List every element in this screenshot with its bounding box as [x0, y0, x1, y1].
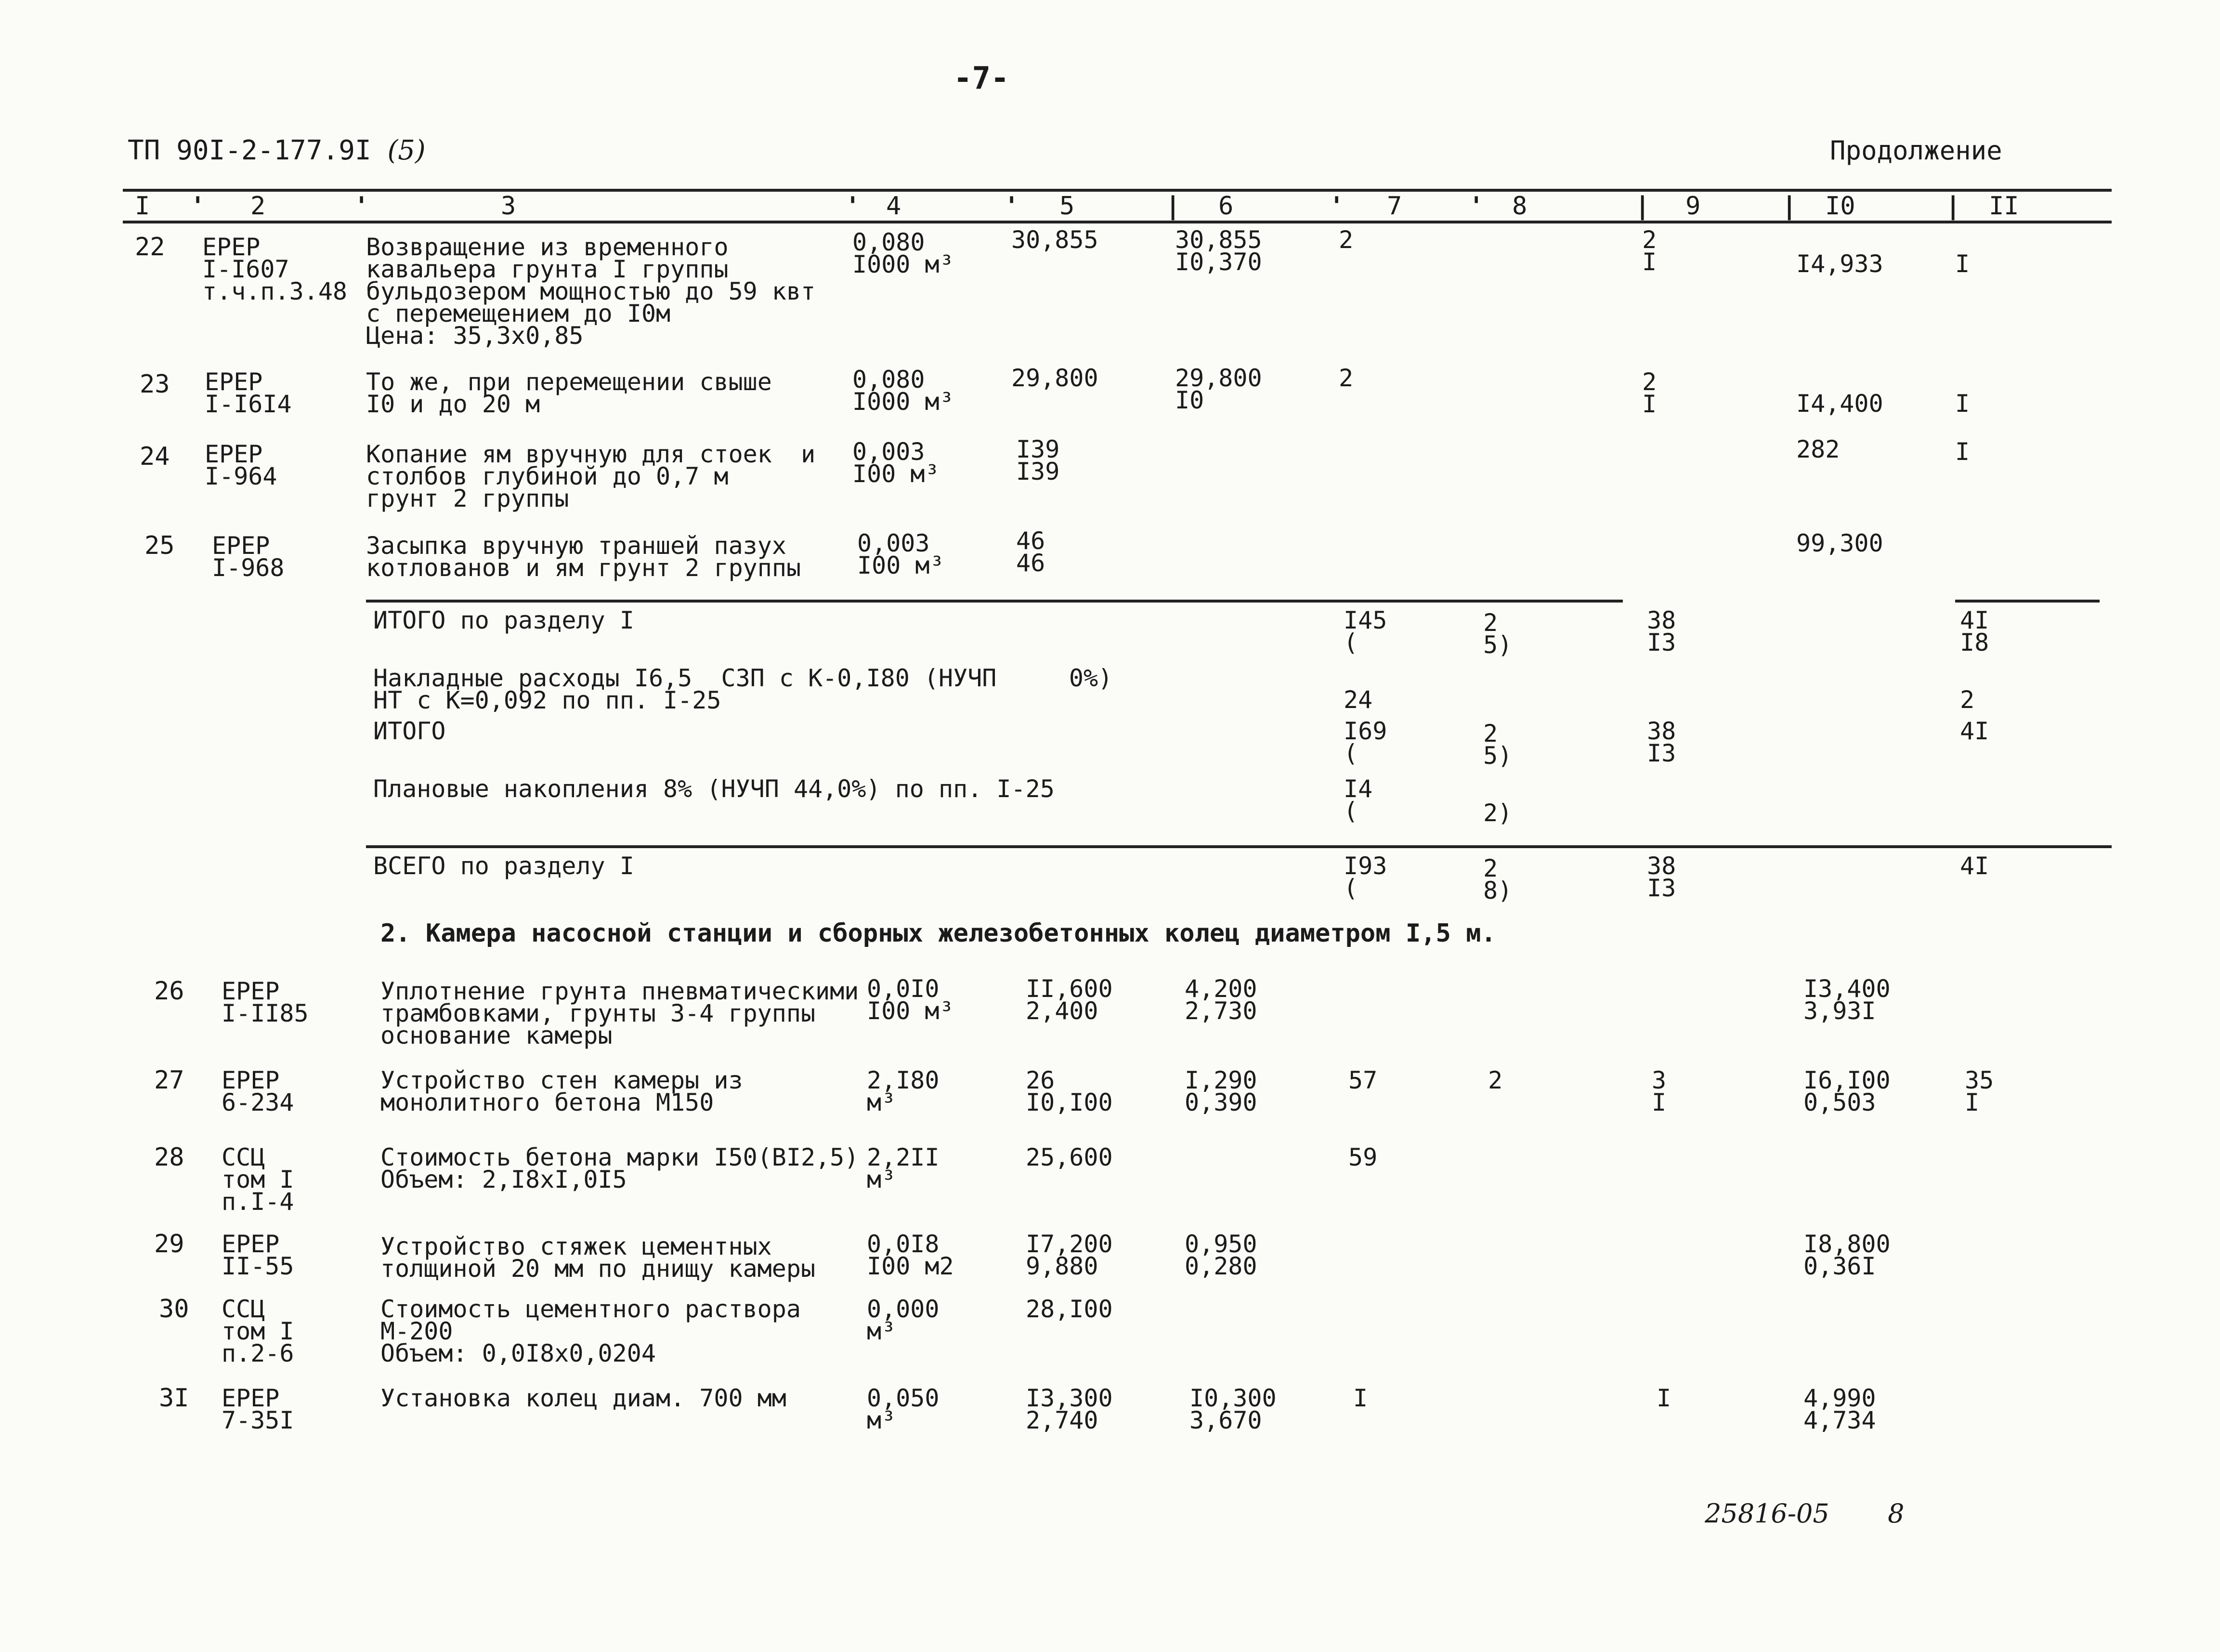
- summary-itogo-razdel-col8: [1483, 609, 1513, 659]
- col-header-3: 3: [501, 192, 516, 221]
- row-col4: [852, 438, 940, 488]
- desc-line: I0 и до 20 м: [366, 390, 540, 418]
- row-col5: 28,I00: [1026, 1295, 1113, 1323]
- row-col7: 57: [1348, 1066, 1378, 1094]
- summary-vsego-col8: [1483, 854, 1513, 905]
- value: I3: [1647, 739, 1676, 767]
- value: I: [1965, 1088, 1980, 1116]
- desc-line: Объем: 2,I8хI,0I5: [380, 1166, 627, 1193]
- desc-line: Стоимость бетона марки I50(BI2,5): [380, 1143, 859, 1171]
- code-line: п.2-6: [222, 1339, 294, 1367]
- code-line: ЕРЕР: [222, 977, 280, 1005]
- value: II,600: [1026, 975, 1113, 1003]
- value: 0,503: [1803, 1088, 1876, 1116]
- desc-line: Засыпка вручную траншей пазух: [366, 532, 786, 560]
- code-line: I-964: [205, 462, 277, 490]
- value: 0,0I0: [867, 975, 940, 1003]
- row-col6: [1175, 226, 1262, 276]
- value: 2,2II: [867, 1143, 940, 1171]
- value: I000 м³: [852, 388, 954, 416]
- value: I00 м³: [867, 997, 954, 1025]
- value: 3: [1652, 1066, 1667, 1094]
- value: 2,400: [1026, 997, 1098, 1025]
- summary-itogo-col9: [1647, 717, 1676, 767]
- value: 29,800: [1175, 364, 1262, 392]
- value: I0: [1175, 386, 1204, 414]
- value: 46: [1016, 527, 1045, 555]
- row-col10: 282: [1796, 435, 1840, 463]
- value: I4: [1344, 775, 1373, 803]
- summary-itogo-razdel-col7: [1344, 606, 1387, 656]
- code-line: ЕРЕР: [222, 1230, 280, 1258]
- row-col5: [1026, 1230, 1113, 1280]
- code-line: II-55: [222, 1252, 294, 1280]
- value: 0,080: [852, 366, 925, 393]
- value: I8,800: [1803, 1230, 1891, 1258]
- row-number: 22: [135, 233, 165, 262]
- row-col10: I4,933: [1796, 250, 1883, 278]
- row-description: [380, 1295, 801, 1367]
- summary-vsego-col9: [1647, 852, 1676, 902]
- desc-line: Цена: 35,3х0,85: [366, 322, 584, 350]
- row-code: [222, 1295, 294, 1367]
- row-number: 25: [144, 531, 175, 560]
- value: 0,36I: [1803, 1252, 1876, 1280]
- value: 0,390: [1185, 1088, 1257, 1116]
- value: 2: [1642, 226, 1657, 254]
- col-separator: ': [190, 192, 206, 221]
- total-rule: [366, 845, 2112, 848]
- col-separator: |: [1946, 192, 1961, 221]
- value: 3,670: [1189, 1406, 1262, 1434]
- col-header-10: I0: [1825, 192, 1855, 221]
- row-number: 27: [154, 1066, 184, 1095]
- col-separator: ': [1469, 192, 1484, 221]
- value: I45: [1344, 606, 1387, 634]
- col-separator: |: [1635, 192, 1650, 221]
- row-col6: [1185, 975, 1257, 1025]
- value: 0,000: [867, 1295, 940, 1323]
- desc-line: Уплотнение грунта пневматическими: [380, 977, 859, 1005]
- value: I,290: [1185, 1066, 1257, 1094]
- row-code: [202, 233, 348, 305]
- value: м³: [867, 1088, 896, 1116]
- value: 8): [1483, 877, 1513, 905]
- value: 2: [1483, 720, 1498, 747]
- value: I0,I00: [1026, 1088, 1113, 1116]
- value: 2,I80: [867, 1066, 940, 1094]
- row-number: 23: [140, 370, 170, 399]
- code-line: ЕРЕР: [205, 368, 263, 396]
- row-code: [205, 440, 277, 490]
- value: 4,200: [1185, 975, 1257, 1003]
- code-line: п.I-4: [222, 1188, 294, 1216]
- summary-planovye-label: Плановые накопления 8% (НУЧП 44,0%) по пп. I-25: [373, 775, 1055, 803]
- row-col4: [852, 366, 954, 416]
- desc-line: монолитного бетона М150: [380, 1088, 714, 1116]
- value: I3,400: [1803, 975, 1891, 1003]
- row-col9: [1642, 368, 1657, 418]
- row-number: 24: [140, 442, 170, 471]
- col-header-2: 2: [250, 192, 266, 221]
- row-col10: [1803, 1384, 1876, 1434]
- row-col4: [867, 1295, 940, 1345]
- value: I3: [1647, 629, 1676, 656]
- value: 38: [1647, 717, 1676, 745]
- value: 4I: [1960, 606, 1989, 634]
- desc-line: основание камеры: [380, 1022, 613, 1049]
- value: 0,950: [1185, 1230, 1257, 1258]
- row-code: [222, 1230, 294, 1280]
- value: 2: [1483, 609, 1498, 637]
- value: 3,93I: [1803, 997, 1876, 1025]
- value: 0,003: [852, 438, 925, 466]
- value: I: [1642, 390, 1657, 418]
- row-code: [205, 368, 292, 418]
- col-header-11: II: [1989, 192, 2019, 221]
- summary-vsego-label: ВСЕГО по разделу I: [373, 852, 634, 880]
- desc-line: Возвращение из временного: [366, 233, 729, 261]
- row-number: 30: [159, 1295, 189, 1324]
- value: 2: [1483, 854, 1498, 882]
- row-description: Установка колец диам. 700 мм: [380, 1384, 786, 1412]
- value: 5): [1483, 742, 1513, 770]
- value: 0,003: [857, 529, 930, 557]
- row-col6: [1185, 1066, 1257, 1116]
- row-col11: [1965, 1066, 1994, 1116]
- value: I: [1642, 248, 1657, 276]
- value: I000 м³: [852, 250, 954, 278]
- summary-itogo-col8: [1483, 720, 1513, 770]
- col-header-7: 7: [1387, 192, 1402, 221]
- summary-itogo-razdel-label: ИТОГО по разделу I: [373, 606, 634, 634]
- summary-itogo-col7: [1344, 717, 1387, 767]
- value: I6,I00: [1803, 1066, 1891, 1094]
- desc-line: Копание ям вручную для стоек и: [366, 440, 816, 468]
- row-col5: 29,800: [1011, 364, 1098, 392]
- row-col10: 99,300: [1796, 529, 1883, 557]
- row-description: [366, 233, 816, 350]
- desc-line: Объем: 0,0I8х0,0204: [380, 1339, 656, 1367]
- row-col4: [867, 1143, 940, 1193]
- row-description: [380, 977, 859, 1049]
- code-line: т.ч.п.3.48: [202, 277, 348, 305]
- col-header-1: I: [135, 192, 150, 221]
- row-col4: [867, 975, 954, 1025]
- value: I39: [1016, 458, 1060, 485]
- col-separator: ': [354, 192, 369, 221]
- code-line: I-968: [212, 554, 285, 582]
- row-col8: 2: [1488, 1066, 1503, 1094]
- code-line: ССЦ: [222, 1295, 265, 1323]
- code-line: ЕРЕР: [205, 440, 263, 468]
- code-line: I-II85: [222, 999, 309, 1027]
- value: 5): [1483, 631, 1513, 659]
- code-line: I-I6I4: [205, 390, 292, 418]
- code-line: том I: [222, 1166, 294, 1193]
- value: I3,300: [1026, 1384, 1113, 1412]
- value: I00 м³: [857, 551, 944, 579]
- row-description: [380, 1066, 743, 1116]
- value: I93: [1344, 852, 1387, 880]
- code-line: ЕРЕР: [202, 233, 261, 261]
- row-col9: [1652, 1066, 1667, 1116]
- value: 38: [1647, 852, 1676, 880]
- doc-code-handwritten: (5): [387, 135, 426, 166]
- value: 4,734: [1803, 1406, 1876, 1434]
- desc-line: трамбовками, грунты 3-4 группы: [380, 999, 816, 1027]
- code-line: ЕРЕР: [222, 1384, 280, 1412]
- col-separator: |: [1782, 192, 1797, 221]
- summary-vsego-col7: [1344, 852, 1387, 902]
- value: I8: [1960, 629, 1989, 656]
- row-col4: [867, 1384, 940, 1434]
- code-line: ЕРЕР: [222, 1066, 280, 1094]
- row-col5: [1016, 435, 1060, 485]
- summary-itogo-razdel-col11: [1960, 606, 1989, 656]
- summary-planovye-col8: 2): [1483, 799, 1513, 827]
- code-line: 6-234: [222, 1088, 294, 1116]
- row-col5: 30,855: [1011, 226, 1098, 254]
- value: 35: [1965, 1066, 1994, 1094]
- desc-line: столбов глубиной до 0,7 м: [366, 462, 729, 490]
- row-col10: [1803, 1230, 1891, 1280]
- value: 2,730: [1185, 997, 1257, 1025]
- row-code: [222, 1143, 294, 1216]
- value: 30,855: [1175, 226, 1262, 254]
- value: I00 м2: [867, 1252, 954, 1280]
- row-description: [366, 368, 772, 418]
- row-col11: I: [1955, 250, 1970, 278]
- col-separator: ': [845, 192, 861, 221]
- row-description: [366, 532, 801, 582]
- value: м³: [867, 1166, 896, 1193]
- label-line: НТ с К=0,092 по пп. I-25: [373, 686, 721, 714]
- footer-document-code: 25816-05: [1705, 1498, 1829, 1529]
- summary-nakladnye-col11: 2: [1960, 686, 1975, 714]
- value: м³: [867, 1406, 896, 1434]
- value: 26: [1026, 1066, 1055, 1094]
- row-description: [380, 1232, 816, 1283]
- row-col7: 2: [1339, 226, 1354, 254]
- value: I39: [1016, 435, 1060, 463]
- value: м³: [867, 1317, 896, 1345]
- summary-itogo-col11: 4I: [1960, 717, 1989, 745]
- value: 0,080: [852, 228, 925, 256]
- section-2-title: 2. Камера насосной станции и сборных железобетонных колец диаметром I,5 м.: [380, 919, 1496, 948]
- desc-line: бульдозером мощностью до 59 квт: [366, 277, 816, 305]
- row-col7: I: [1353, 1384, 1368, 1412]
- value: 2,740: [1026, 1406, 1098, 1434]
- col-header-9: 9: [1685, 192, 1701, 221]
- value: (: [1344, 739, 1358, 767]
- summary-planovye-col7: [1344, 775, 1373, 825]
- value: I3: [1647, 874, 1676, 902]
- row-col4: [857, 529, 944, 579]
- row-col11: I: [1955, 390, 1970, 418]
- value: I7,200: [1026, 1230, 1113, 1258]
- code-line: 7-35I: [222, 1406, 294, 1434]
- value: 0,0I8: [867, 1230, 940, 1258]
- col-header-8: 8: [1512, 192, 1528, 221]
- row-col4: [852, 228, 954, 278]
- table-header-rule: [123, 221, 2112, 223]
- value: 46: [1016, 549, 1045, 577]
- row-col5: [1026, 1384, 1113, 1434]
- row-number: 28: [154, 1143, 184, 1172]
- col-separator: ': [1004, 192, 1019, 221]
- row-code: [222, 1066, 294, 1116]
- row-col5: [1016, 527, 1045, 577]
- value: I0,300: [1189, 1384, 1277, 1412]
- desc-line: грунт 2 группы: [366, 485, 569, 512]
- row-code: [222, 1384, 294, 1434]
- value: 0,280: [1185, 1252, 1257, 1280]
- row-col5: [1026, 1066, 1113, 1116]
- row-col10: [1803, 975, 1891, 1025]
- summary-nakladnye-label: [373, 664, 1113, 714]
- desc-line: М-200: [380, 1317, 453, 1345]
- value: I69: [1344, 717, 1387, 745]
- value: 2: [1642, 368, 1657, 396]
- label-line: Накладные расходы I6,5 СЗП с К-0,I80 (НУЧП 0%): [373, 664, 1113, 692]
- row-col7: 2: [1339, 364, 1354, 392]
- desc-line: Устройство стен камеры из: [380, 1066, 743, 1094]
- value: 0,050: [867, 1384, 940, 1412]
- doc-code-text: ТП 90I-2-177.9I: [128, 135, 371, 166]
- continued-label: Продолжение: [1830, 135, 2002, 166]
- col-separator: ': [1329, 192, 1345, 221]
- row-col4: [867, 1230, 954, 1280]
- value: 9,880: [1026, 1252, 1098, 1280]
- desc-line: Стоимость цементного раствора: [380, 1295, 801, 1323]
- row-col4: [867, 1066, 940, 1116]
- summary-itogo-label: ИТОГО: [373, 717, 446, 745]
- value: 4,990: [1803, 1384, 1876, 1412]
- row-col5: [1026, 975, 1113, 1025]
- desc-line: толщиной 20 мм по днищу камеры: [380, 1255, 816, 1283]
- value: I00 м³: [852, 460, 940, 488]
- row-col9: I: [1657, 1384, 1672, 1412]
- row-number: 29: [154, 1230, 184, 1259]
- row-col11: I: [1955, 438, 1970, 466]
- row-description: [380, 1143, 859, 1193]
- desc-line: котлованов и ям грунт 2 группы: [366, 554, 801, 582]
- document-code: [128, 135, 426, 166]
- row-code: [212, 532, 285, 582]
- desc-line: То же, при перемещении свыше: [366, 368, 772, 396]
- value: I0,370: [1175, 248, 1262, 276]
- value: I: [1652, 1088, 1667, 1116]
- row-code: [222, 977, 309, 1027]
- summary-rule-right: [1955, 600, 2100, 603]
- col-separator: |: [1165, 192, 1181, 221]
- col-header-6: 6: [1218, 192, 1234, 221]
- summary-itogo-razdel-col9: [1647, 606, 1676, 656]
- summary-nakladnye-col7: 24: [1344, 686, 1373, 714]
- row-col6: [1189, 1384, 1277, 1434]
- summary-vsego-col11: 4I: [1960, 852, 1989, 880]
- row-col6: [1185, 1230, 1257, 1280]
- page-number: -7-: [953, 61, 1009, 96]
- row-col10: [1803, 1066, 1891, 1116]
- value: 38: [1647, 606, 1676, 634]
- value: (: [1344, 874, 1358, 902]
- col-header-4: 4: [886, 192, 901, 221]
- value: (: [1344, 797, 1358, 825]
- code-line: ССЦ: [222, 1143, 265, 1171]
- summary-rule: [366, 600, 1623, 603]
- row-col5: 25,600: [1026, 1143, 1113, 1171]
- value: (: [1344, 629, 1358, 656]
- row-col10: I4,400: [1796, 390, 1883, 418]
- row-number: 3I: [159, 1384, 189, 1413]
- code-line: том I: [222, 1317, 294, 1345]
- table-top-rule: [123, 189, 2112, 192]
- row-description: [366, 440, 816, 512]
- row-number: 26: [154, 977, 184, 1006]
- code-line: I-I607: [202, 255, 289, 283]
- row-col9: [1642, 226, 1657, 276]
- row-col6: [1175, 364, 1262, 414]
- desc-line: кавальера грунта I группы: [366, 255, 729, 283]
- code-line: ЕРЕР: [212, 532, 270, 560]
- col-header-5: 5: [1059, 192, 1075, 221]
- desc-line: Устройство стяжек цементных: [380, 1232, 772, 1260]
- desc-line: с перемещением до I0м: [366, 300, 671, 328]
- footer-page-number: 8: [1888, 1498, 1905, 1529]
- row-col7: 59: [1348, 1143, 1378, 1171]
